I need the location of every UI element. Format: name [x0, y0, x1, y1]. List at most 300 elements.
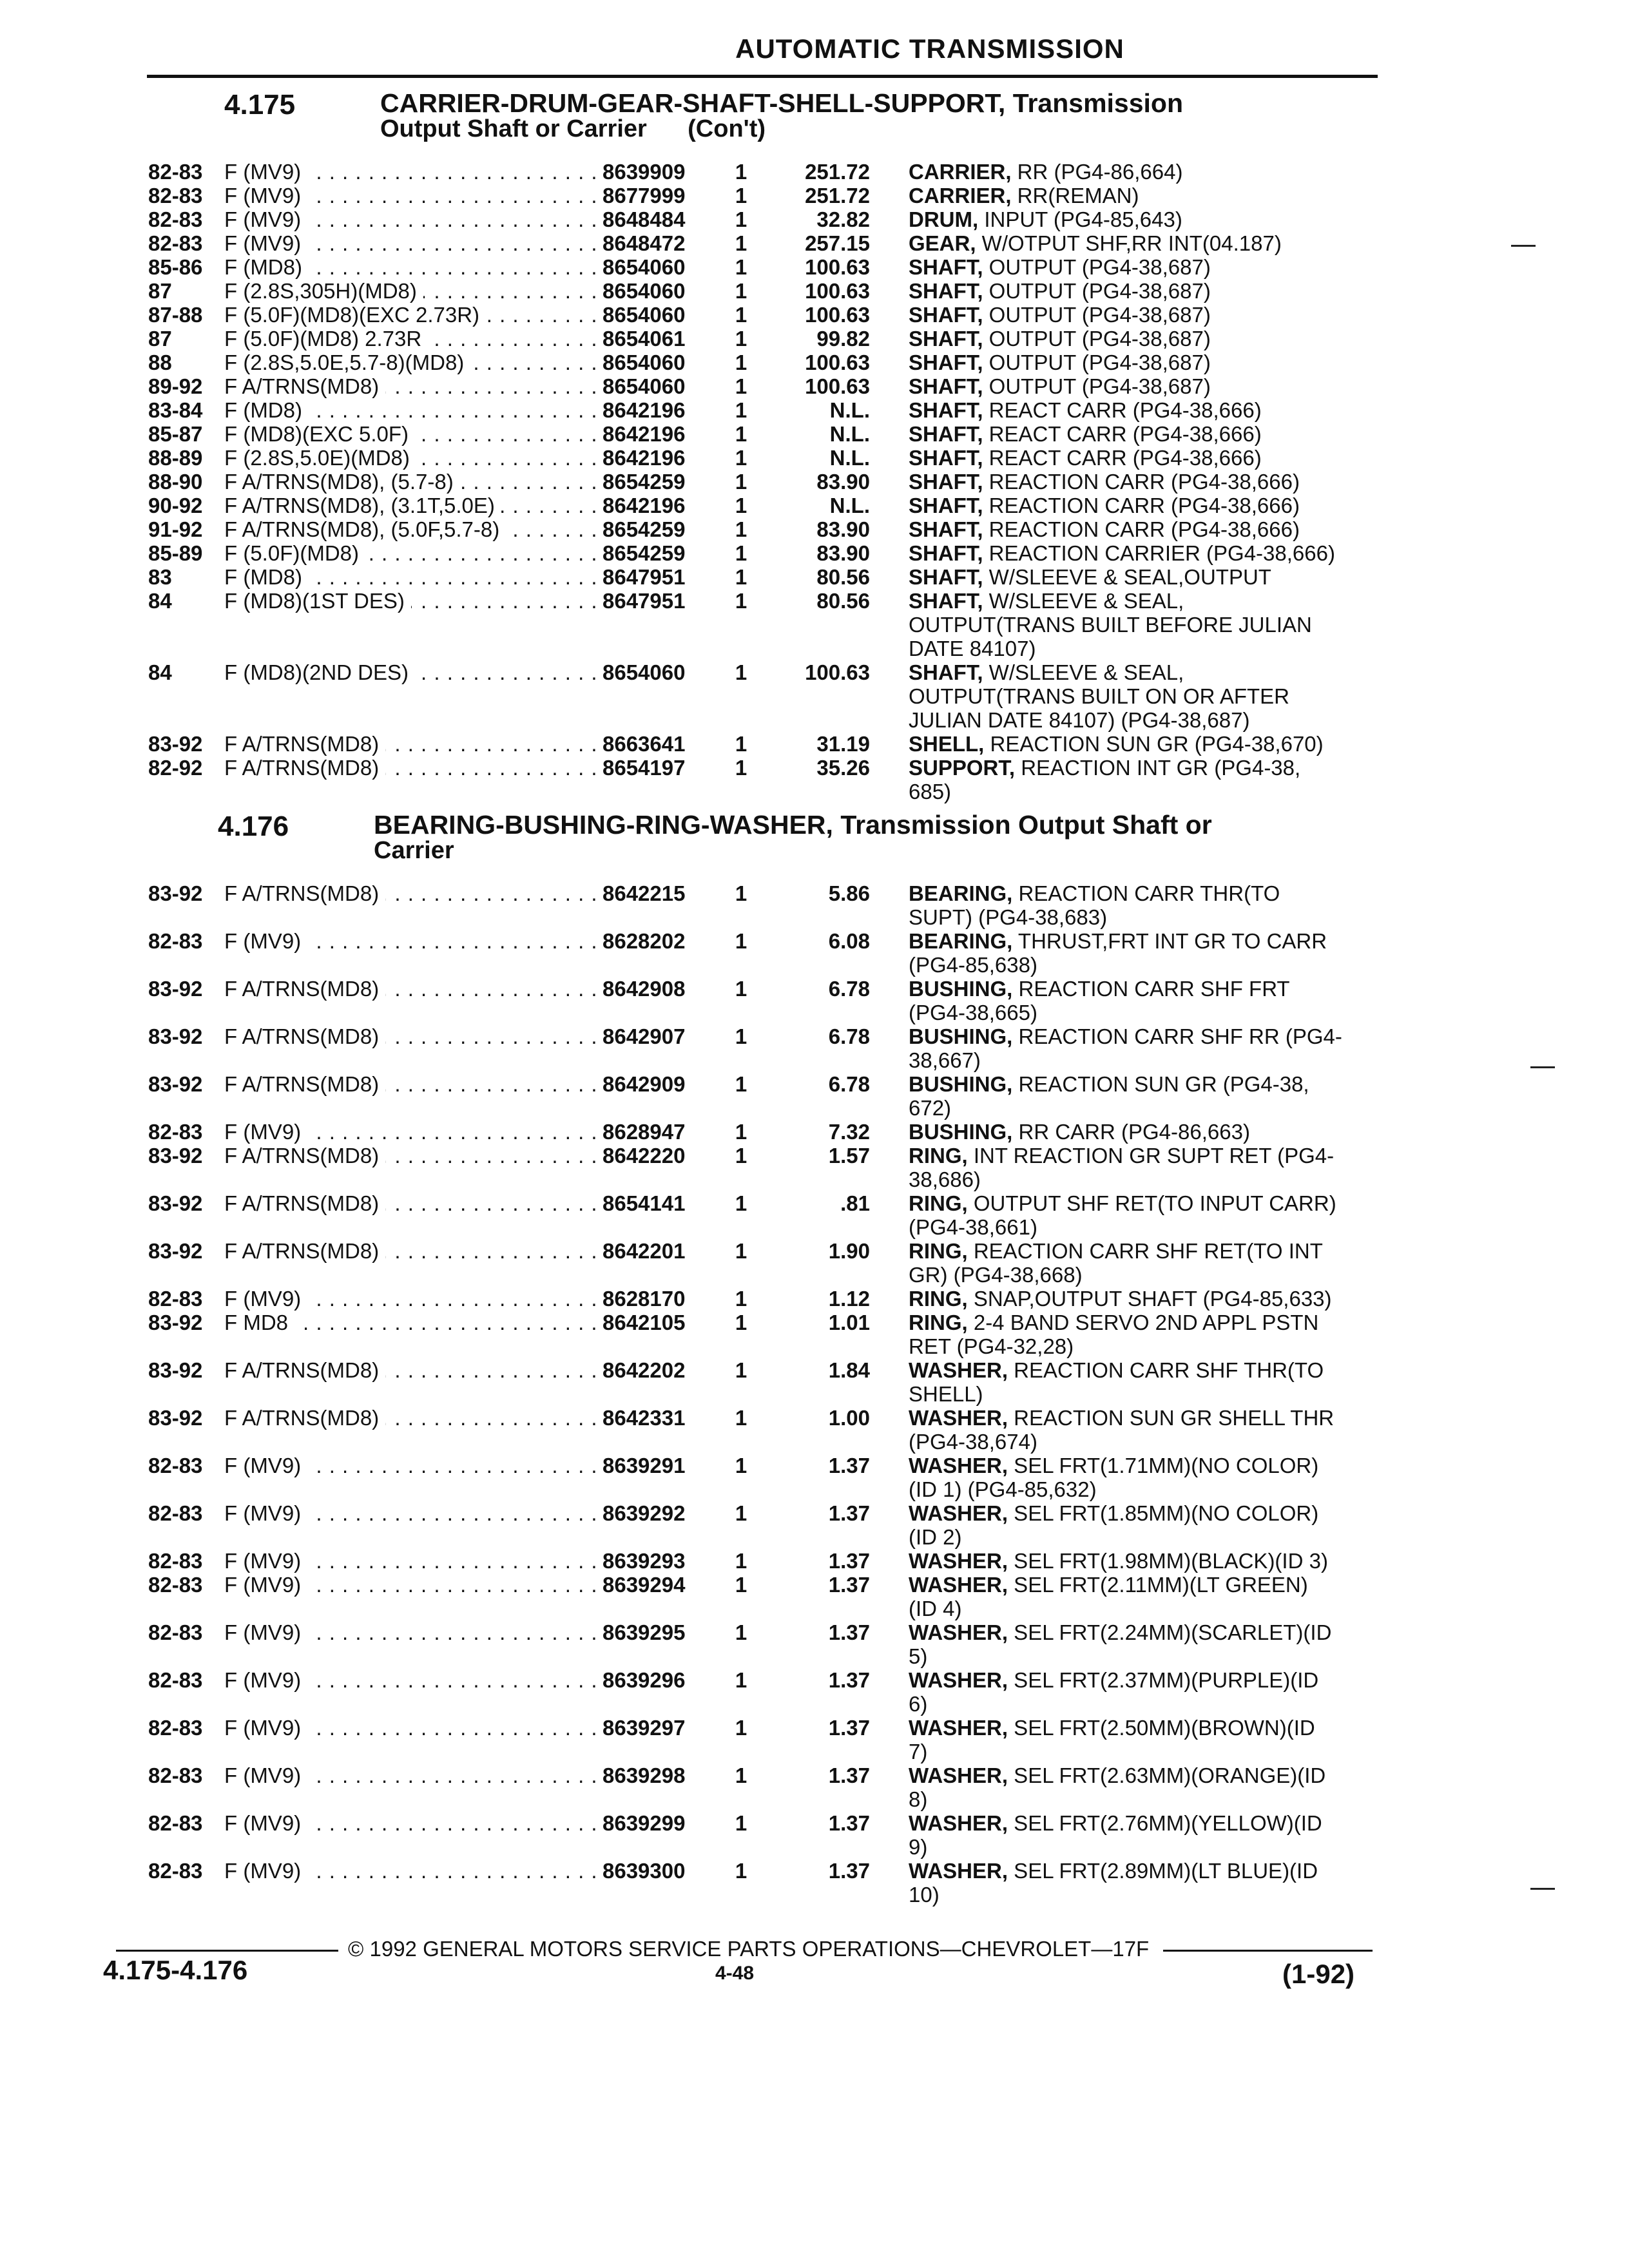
table-row — [129, 374, 1392, 398]
part-detail: REACT CARR (PG4-38,666) — [983, 398, 1262, 422]
year-range: 88-90 — [148, 470, 203, 494]
part-name: BEARING, — [909, 929, 1013, 953]
part-number: 8654060 — [602, 374, 686, 398]
year-range: 83-92 — [148, 1144, 203, 1168]
quantity: 1 — [735, 160, 747, 184]
part-description — [909, 1311, 1382, 1358]
part-detail: REACTION CARR (PG4-38,666) — [983, 517, 1300, 541]
part-description — [909, 541, 1382, 565]
table-row — [129, 1549, 1392, 1573]
part-name: WASHER, — [909, 1716, 1008, 1740]
part-name: SHAFT, — [909, 470, 983, 494]
part-detail: REACT CARR (PG4-38,666) — [983, 422, 1262, 446]
application-desc — [224, 1239, 604, 1263]
section-subtitle: Carrier — [374, 837, 454, 864]
price: .81 — [840, 1191, 870, 1215]
section-title — [380, 90, 1385, 142]
application-desc — [224, 446, 604, 470]
part-description — [909, 470, 1382, 494]
part-detail: SEL FRT(2.63MM)(ORANGE)(ID 8) — [909, 1763, 1326, 1811]
application-desc — [224, 231, 604, 255]
part-description — [909, 1501, 1382, 1549]
application-text: F A/TRNS(MD8) — [224, 1144, 385, 1168]
quantity: 1 — [735, 541, 747, 565]
table-row — [129, 184, 1392, 207]
part-detail: RR(REMAN) — [1011, 184, 1139, 207]
table-row — [129, 446, 1392, 470]
part-description — [909, 756, 1382, 803]
quantity: 1 — [735, 1549, 747, 1573]
price: 6.08 — [828, 929, 870, 953]
application-desc — [224, 398, 604, 422]
price: 100.63 — [805, 660, 870, 684]
year-range: 83-92 — [148, 977, 203, 1001]
part-description — [909, 517, 1382, 541]
price: 6.78 — [828, 977, 870, 1001]
part-description — [909, 977, 1382, 1024]
section-4-175 — [129, 89, 1392, 803]
quantity: 1 — [735, 207, 747, 231]
part-detail: SEL FRT(2.50MM)(BROWN)(ID 7) — [909, 1716, 1315, 1763]
table-row — [129, 565, 1392, 589]
part-name: WASHER, — [909, 1620, 1008, 1644]
section-title — [374, 812, 1379, 863]
table-row — [129, 1620, 1392, 1668]
quantity: 1 — [735, 303, 747, 327]
table-row — [129, 160, 1392, 184]
part-description — [909, 1191, 1382, 1239]
part-detail: INT REACTION GR SUPT RET (PG4- 38,686) — [909, 1144, 1335, 1191]
part-number: 8654061 — [602, 327, 686, 351]
part-detail: REACTION CARR (PG4-38,666) — [983, 470, 1300, 494]
application-desc — [224, 1859, 604, 1883]
application-desc — [224, 1144, 604, 1168]
table-row — [129, 1763, 1392, 1811]
quantity: 1 — [735, 1573, 747, 1597]
part-detail: REACTION CARR SHF RET(TO INT GR) (PG4-38,668) — [909, 1239, 1323, 1287]
quantity: 1 — [735, 279, 747, 303]
application-text: F A/TRNS(MD8) — [224, 732, 385, 756]
quantity: 1 — [735, 374, 747, 398]
year-range: 82-83 — [148, 1668, 203, 1692]
quantity: 1 — [735, 589, 747, 613]
application-text: F (2.8S,5.0E)(MD8) — [224, 446, 416, 470]
table-row — [129, 1454, 1392, 1501]
year-range: 83-92 — [148, 732, 203, 756]
quantity: 1 — [735, 1191, 747, 1215]
part-name: WASHER, — [909, 1406, 1008, 1430]
section-title-line: CARRIER-DRUM-GEAR-SHAFT-SHELL-SUPPORT, Transmission — [380, 88, 1184, 118]
quantity: 1 — [735, 1716, 747, 1740]
year-range: 84 — [148, 660, 172, 684]
application-desc — [224, 470, 604, 494]
table-row — [129, 1287, 1392, 1311]
year-range: 82-83 — [148, 231, 203, 255]
part-number: 8642215 — [602, 881, 686, 905]
table-row — [129, 1120, 1392, 1144]
part-detail: REACTION CARR THR(TO SUPT) (PG4-38,683) — [909, 881, 1280, 929]
year-range: 85-86 — [148, 255, 203, 279]
application-desc — [224, 1573, 604, 1597]
part-description — [909, 1239, 1382, 1287]
margin-mark — [1530, 1888, 1555, 1890]
part-name: BEARING, — [909, 881, 1013, 905]
table-row — [129, 327, 1392, 351]
part-number: 8654141 — [602, 1191, 686, 1215]
price: 251.72 — [805, 184, 870, 207]
application-text: F (MV9) — [224, 1620, 307, 1644]
application-text: F A/TRNS(MD8) — [224, 1072, 385, 1096]
application-text: F MD8 — [224, 1311, 294, 1334]
year-range: 82-83 — [148, 1716, 203, 1740]
year-range: 82-92 — [148, 756, 203, 780]
table-row — [129, 660, 1392, 732]
section-number: 4.176 — [218, 811, 289, 842]
part-name: RING, — [909, 1311, 968, 1334]
part-number: 8639295 — [602, 1620, 686, 1644]
price: 6.78 — [828, 1072, 870, 1096]
quantity: 1 — [735, 1120, 747, 1144]
parts-list — [129, 160, 1392, 803]
part-detail: INPUT (PG4-85,643) — [978, 207, 1182, 231]
application-desc — [224, 1406, 604, 1430]
year-range: 87 — [148, 327, 172, 351]
part-number: 8654060 — [602, 351, 686, 374]
year-range: 88-89 — [148, 446, 203, 470]
part-description — [909, 1549, 1382, 1573]
price: 1.37 — [828, 1549, 870, 1573]
price: N.L. — [829, 398, 870, 422]
quantity: 1 — [735, 732, 747, 756]
price: 100.63 — [805, 303, 870, 327]
application-desc — [224, 1072, 604, 1096]
application-desc — [224, 422, 604, 446]
part-name: WASHER, — [909, 1811, 1008, 1835]
part-number: 8639300 — [602, 1859, 686, 1883]
part-description — [909, 1573, 1382, 1620]
part-detail: SEL FRT(2.24MM)(SCARLET)(ID 5) — [909, 1620, 1332, 1668]
part-name: SHAFT, — [909, 279, 983, 303]
year-range: 82-83 — [148, 1859, 203, 1883]
part-name: SHAFT, — [909, 494, 983, 517]
part-detail: RR CARR (PG4-86,663) — [1012, 1120, 1250, 1144]
price: 1.37 — [828, 1811, 870, 1835]
part-detail: 2-4 BAND SERVO 2ND APPL PSTN RET (PG4-32,28) — [909, 1311, 1319, 1358]
application-text: F A/TRNS(MD8), (3.1T,5.0E) — [224, 494, 501, 517]
application-text: F (MD8) — [224, 398, 309, 422]
price: 100.63 — [805, 279, 870, 303]
parts-list — [129, 881, 1392, 1907]
table-row — [129, 422, 1392, 446]
year-range: 82-83 — [148, 1573, 203, 1597]
table-row — [129, 1239, 1392, 1287]
year-range: 83-92 — [148, 1406, 203, 1430]
part-name: WASHER, — [909, 1668, 1008, 1692]
part-description — [909, 422, 1382, 446]
table-row — [129, 732, 1392, 756]
part-number: 8642105 — [602, 1311, 686, 1334]
application-text: F (MD8)(1ST DES) — [224, 589, 411, 613]
part-number: 8648472 — [602, 231, 686, 255]
part-number: 8654060 — [602, 255, 686, 279]
part-name: WASHER, — [909, 1573, 1008, 1597]
application-desc — [224, 565, 604, 589]
part-description — [909, 184, 1382, 207]
application-text: F (MV9) — [224, 207, 307, 231]
part-number: 8663641 — [602, 732, 686, 756]
table-row — [129, 255, 1392, 279]
part-name: SHAFT, — [909, 446, 983, 470]
quantity: 1 — [735, 1144, 747, 1168]
part-number: 8639297 — [602, 1716, 686, 1740]
price: 1.00 — [828, 1406, 870, 1430]
table-row — [129, 1501, 1392, 1549]
year-range: 82-83 — [148, 929, 203, 953]
application-desc — [224, 184, 604, 207]
year-range: 91-92 — [148, 517, 203, 541]
application-text: F (MV9) — [224, 184, 307, 207]
margin-mark — [1511, 245, 1536, 247]
part-detail: SNAP,OUTPUT SHAFT (PG4-85,633) — [967, 1287, 1332, 1311]
table-row — [129, 1144, 1392, 1191]
application-desc — [224, 1668, 604, 1692]
part-name: SHAFT, — [909, 303, 983, 327]
application-desc — [224, 881, 604, 905]
footer-rule — [1163, 1950, 1373, 1952]
price: N.L. — [829, 494, 870, 517]
part-description — [909, 303, 1382, 327]
part-description — [909, 1763, 1382, 1811]
part-detail: REACT CARR (PG4-38,666) — [983, 446, 1262, 470]
table-row — [129, 470, 1392, 494]
part-number: 8654060 — [602, 660, 686, 684]
year-range: 83-84 — [148, 398, 203, 422]
price: 100.63 — [805, 351, 870, 374]
part-name: WASHER, — [909, 1763, 1008, 1787]
application-desc — [224, 541, 604, 565]
application-text: F (MV9) — [224, 1763, 307, 1787]
application-desc — [224, 1549, 604, 1573]
part-description — [909, 881, 1382, 929]
part-description — [909, 255, 1382, 279]
application-text: F A/TRNS(MD8) — [224, 1191, 385, 1215]
part-detail: REACTION CARR SHF RR (PG4- 38,667) — [909, 1024, 1342, 1072]
part-number: 8639909 — [602, 160, 686, 184]
application-desc — [224, 303, 604, 327]
quantity: 1 — [735, 1239, 747, 1263]
part-description — [909, 929, 1382, 977]
price: 1.37 — [828, 1763, 870, 1787]
footer-section-range: 4.175-4.176 — [103, 1955, 248, 1985]
part-description — [909, 1072, 1382, 1120]
table-row — [129, 1859, 1392, 1907]
application-text: F (MV9) — [224, 1287, 307, 1311]
table-row — [129, 398, 1392, 422]
part-number: 8647951 — [602, 589, 686, 613]
part-name: SHAFT, — [909, 327, 983, 351]
part-number: 8654197 — [602, 756, 686, 780]
application-desc — [224, 1716, 604, 1740]
quantity: 1 — [735, 565, 747, 589]
part-number: 8639294 — [602, 1573, 686, 1597]
part-description — [909, 1668, 1382, 1716]
application-desc — [224, 255, 604, 279]
part-name: CARRIER, — [909, 184, 1012, 207]
part-number: 8654259 — [602, 517, 686, 541]
table-row — [129, 929, 1392, 977]
part-detail: REACTION CARR SHF THR(TO SHELL) — [909, 1358, 1324, 1406]
part-detail: W/SLEEVE & SEAL, OUTPUT(TRANS BUILT BEFORE JULIAN DATE 84107) — [909, 589, 1312, 660]
application-desc — [224, 494, 604, 517]
part-detail: REACTION CARRIER (PG4-38,666) — [983, 541, 1335, 565]
part-number: 8642907 — [602, 1024, 686, 1048]
part-name: SHAFT, — [909, 374, 983, 398]
application-desc — [224, 1120, 604, 1144]
table-row — [129, 303, 1392, 327]
part-number: 8654259 — [602, 541, 686, 565]
quantity: 1 — [735, 1859, 747, 1883]
margin-mark — [1530, 1066, 1555, 1068]
part-description — [909, 374, 1382, 398]
part-name: SHAFT, — [909, 660, 983, 684]
part-number: 8639292 — [602, 1501, 686, 1525]
part-name: SHAFT, — [909, 517, 983, 541]
year-range: 83-92 — [148, 881, 203, 905]
part-number: 8677999 — [602, 184, 686, 207]
part-description — [909, 398, 1382, 422]
page-header — [147, 34, 1378, 78]
table-row — [129, 279, 1392, 303]
application-text: F (MV9) — [224, 231, 307, 255]
table-row — [129, 1716, 1392, 1763]
year-range: 82-83 — [148, 1120, 203, 1144]
part-name: WASHER, — [909, 1859, 1008, 1883]
application-desc — [224, 977, 604, 1001]
table-row — [129, 1072, 1392, 1120]
quantity: 1 — [735, 1501, 747, 1525]
application-text: F (MV9) — [224, 1501, 307, 1525]
year-range: 82-83 — [148, 1763, 203, 1787]
part-detail: THRUST,FRT INT GR TO CARR (PG4-85,638) — [909, 929, 1327, 977]
year-range: 82-83 — [148, 1620, 203, 1644]
price: N.L. — [829, 422, 870, 446]
section-title-line: BEARING-BUSHING-RING-WASHER, Transmission Output Shaft or — [374, 810, 1212, 840]
quantity: 1 — [735, 1763, 747, 1787]
application-desc — [224, 1620, 604, 1644]
part-name: BUSHING, — [909, 977, 1013, 1001]
price: 1.90 — [828, 1239, 870, 1263]
application-text: F (MD8) — [224, 565, 309, 589]
part-number: 8654060 — [602, 303, 686, 327]
year-range: 88 — [148, 351, 172, 374]
quantity: 1 — [735, 756, 747, 780]
application-text: F A/TRNS(MD8) — [224, 374, 385, 398]
table-row — [129, 1191, 1392, 1239]
part-detail: OUTPUT (PG4-38,687) — [983, 374, 1211, 398]
table-row — [129, 977, 1392, 1024]
quantity: 1 — [735, 1406, 747, 1430]
application-desc — [224, 1811, 604, 1835]
application-desc — [224, 517, 604, 541]
year-range: 83-92 — [148, 1024, 203, 1048]
part-detail: RR (PG4-86,664) — [1011, 160, 1183, 184]
part-number: 8648484 — [602, 207, 686, 231]
year-range: 82-83 — [148, 1501, 203, 1525]
year-range: 83-92 — [148, 1072, 203, 1096]
application-desc — [224, 1024, 604, 1048]
price: 83.90 — [816, 517, 870, 541]
section-subtitle: Output Shaft or Carrier (Con't) — [380, 115, 766, 142]
part-number: 8639296 — [602, 1668, 686, 1692]
application-text: F (MD8) — [224, 255, 309, 279]
price: 100.63 — [805, 374, 870, 398]
year-range: 84 — [148, 589, 172, 613]
application-text: F A/TRNS(MD8) — [224, 977, 385, 1001]
part-description — [909, 1024, 1382, 1072]
part-description — [909, 446, 1382, 470]
application-desc — [224, 1763, 604, 1787]
year-range: 82-83 — [148, 184, 203, 207]
quantity: 1 — [735, 929, 747, 953]
price: 1.01 — [828, 1311, 870, 1334]
part-number: 8628202 — [602, 929, 686, 953]
part-name: CARRIER, — [909, 160, 1012, 184]
quantity: 1 — [735, 351, 747, 374]
part-name: BUSHING, — [909, 1024, 1013, 1048]
price: 1.37 — [828, 1454, 870, 1477]
quantity: 1 — [735, 517, 747, 541]
part-description — [909, 589, 1382, 660]
price: 1.37 — [828, 1501, 870, 1525]
year-range: 85-87 — [148, 422, 203, 446]
part-description — [909, 160, 1382, 184]
section-heading — [129, 89, 1392, 160]
part-detail: OUTPUT (PG4-38,687) — [983, 255, 1211, 279]
section-heading — [129, 811, 1392, 881]
year-range: 89-92 — [148, 374, 203, 398]
year-range: 83-92 — [148, 1358, 203, 1382]
table-row — [129, 1358, 1392, 1406]
quantity: 1 — [735, 398, 747, 422]
price: 7.32 — [828, 1120, 870, 1144]
price: 1.37 — [828, 1573, 870, 1597]
price: 83.90 — [816, 470, 870, 494]
application-text: F (2.8S,5.0E,5.7-8)(MD8) — [224, 351, 470, 374]
part-name: DRUM, — [909, 207, 979, 231]
year-range: 82-83 — [148, 160, 203, 184]
application-text: F A/TRNS(MD8) — [224, 1024, 385, 1048]
part-name: WASHER, — [909, 1358, 1008, 1382]
application-desc — [224, 1454, 604, 1477]
application-text: F A/TRNS(MD8), (5.7-8) — [224, 470, 460, 494]
application-text: F (MV9) — [224, 1454, 307, 1477]
price: 83.90 — [816, 541, 870, 565]
price: 31.19 — [816, 732, 870, 756]
part-number: 8639291 — [602, 1454, 686, 1477]
year-range: 87 — [148, 279, 172, 303]
footer-rule — [116, 1950, 338, 1952]
part-name: SHAFT, — [909, 351, 983, 374]
application-text: F (MV9) — [224, 1120, 307, 1144]
part-detail: REACTION INT GR (PG4-38, 685) — [909, 756, 1301, 803]
year-range: 83-92 — [148, 1191, 203, 1215]
application-desc — [224, 732, 604, 756]
quantity: 1 — [735, 1668, 747, 1692]
quantity: 1 — [735, 184, 747, 207]
year-range: 85-89 — [148, 541, 203, 565]
part-description — [909, 1120, 1382, 1144]
part-name: SHAFT, — [909, 589, 983, 613]
